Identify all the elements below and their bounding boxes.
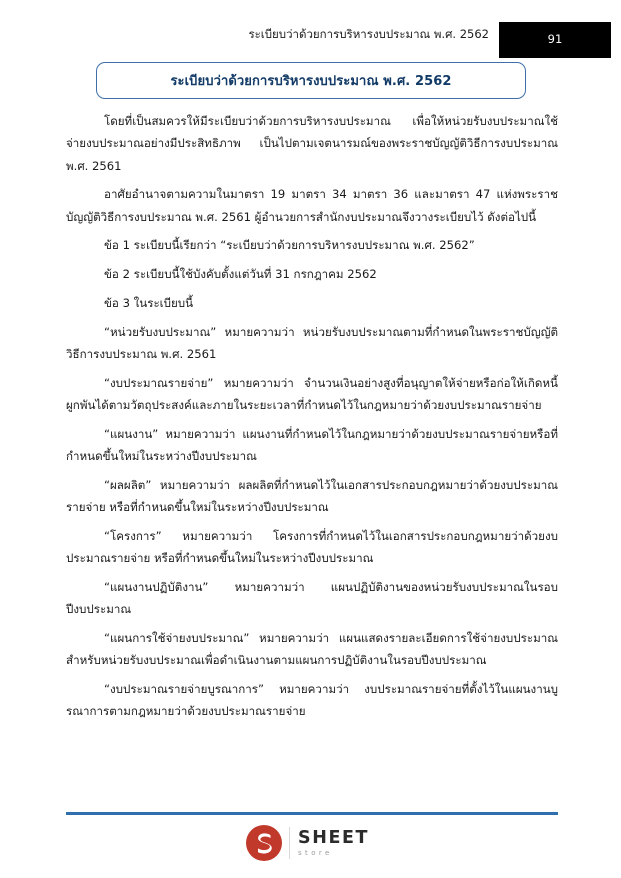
paragraph-def-agency: “หน่วยรับงบประมาณ” หมายความว่า หน่วยรับงบประมาณตามที่กำหนดในพระราชบัญญัติวิธีการงบประมาณ พ.ศ. 2561 bbox=[66, 324, 558, 361]
paragraph-intro: โดยที่เป็นสมควรให้มีระเบียบว่าด้วยการบริหารงบประมาณ เพื่อให้หน่วยรับงบประมาณใช้จ่ายงบประมาณอย่างมีประสิทธิภาพ เป็นไปตามเจตนารมณ์ของพระราชบัญญัติวิธีการงบประมาณ พ.ศ. 2561 bbox=[66, 114, 558, 173]
document-body bbox=[66, 110, 558, 729]
paragraph-clause-1: ข้อ 1 ระเบียบนี้เรียกว่า “ระเบียบว่าด้วยการบริหารงบประมาณ พ.ศ. 2562” bbox=[104, 238, 475, 253]
paragraph-def-integrated-budget: “งบประมาณรายจ่ายบูรณาการ” หมายความว่า งบประมาณรายจ่ายที่ตั้งไว้ในแผนงานบูรณาการตามกฎหมายว่าด้วยงบประมาณรายจ่าย bbox=[66, 681, 558, 718]
document-title-box bbox=[96, 62, 526, 99]
footer-logo bbox=[246, 822, 396, 864]
page-title: ระเบียบว่าด้วยการบริหารงบประมาณ พ.ศ. 2562 bbox=[170, 74, 452, 89]
page-number: 91 bbox=[547, 32, 563, 46]
paragraph-def-expenditure-budget: “งบประมาณรายจ่าย” หมายความว่า จำนวนเงินอย่างสูงที่อนุญาตให้จ่ายหรือก่อให้เกิดหนี้ผูกพันได้ตามวัตถุประสงค์และภายในระยะเวลาที่กำหนดไว้ในกฎหมายว่าด้วยงบประมาณรายจ่าย bbox=[66, 375, 558, 412]
paragraph-clause-3: ข้อ 3 ในระเบียบนี้ bbox=[104, 295, 194, 310]
paragraph-def-project: “โครงการ” หมายความว่า โครงการที่กำหนดไว้ในเอกสารประกอบกฎหมายว่าด้วยงบประมาณรายจ่าย หรือที่กำหนดขึ้นใหม่ในระหว่างปีงบประมาณ bbox=[66, 528, 558, 565]
paragraph-clause-2: ข้อ 2 ระเบียบนี้ใช้บังคับตั้งแต่วันที่ 31 กรกฎาคม 2562 bbox=[104, 267, 377, 281]
paragraph-authority: อาศัยอำนาจตามความในมาตรา 19 มาตรา 34 มาตรา 36 และมาตรา 47 แห่งพระราชบัญญัติวิธีการงบประมาณ พ.ศ. 2561 ผู้อำนวยการสำนักงบประมาณจึงวางระเบียบไว้ ดังต่อไปนี้ bbox=[66, 187, 558, 224]
footer-logo-text bbox=[289, 827, 369, 859]
footer-logo-subtitle: store bbox=[298, 848, 333, 857]
paragraph-def-spending-plan: “แผนการใช้จ่ายงบประมาณ” หมายความว่า แผนแสดงรายละเอียดการใช้จ่ายงบประมาณสำหรับหน่วยรับงบประมาณเพื่อดำเนินงานตามแผนการปฏิบัติงานในรอบปีงบประมาณ bbox=[66, 630, 558, 667]
page-header bbox=[0, 0, 621, 46]
paragraph-def-plan: “แผนงาน” หมายความว่า แผนงานที่กำหนดไว้ในกฎหมายว่าด้วยงบประมาณรายจ่ายหรือที่กำหนดขึ้นใหม่ในระหว่างปีงบประมาณ bbox=[66, 426, 558, 463]
running-header-title: ระเบียบว่าด้วยการบริหารงบประมาณ พ.ศ. 2562 bbox=[248, 27, 489, 41]
footer-divider bbox=[66, 812, 558, 815]
sheet-store-logo-icon bbox=[246, 825, 282, 861]
footer-logo-word: SHEET bbox=[298, 828, 370, 849]
paragraph-def-operation-plan: “แผนงานปฏิบัติงาน” หมายความว่า แผนปฏิบัติงานของหน่วยรับงบประมาณในรอบปีงบประมาณ bbox=[66, 579, 558, 616]
paragraph-def-output: “ผลผลิต” หมายความว่า ผลผลิตที่กำหนดไว้ในเอกสารประกอบกฎหมายว่าด้วยงบประมาณรายจ่าย หรือที่กำหนดขึ้นใหม่ในระหว่างปีงบประมาณ bbox=[66, 477, 558, 514]
